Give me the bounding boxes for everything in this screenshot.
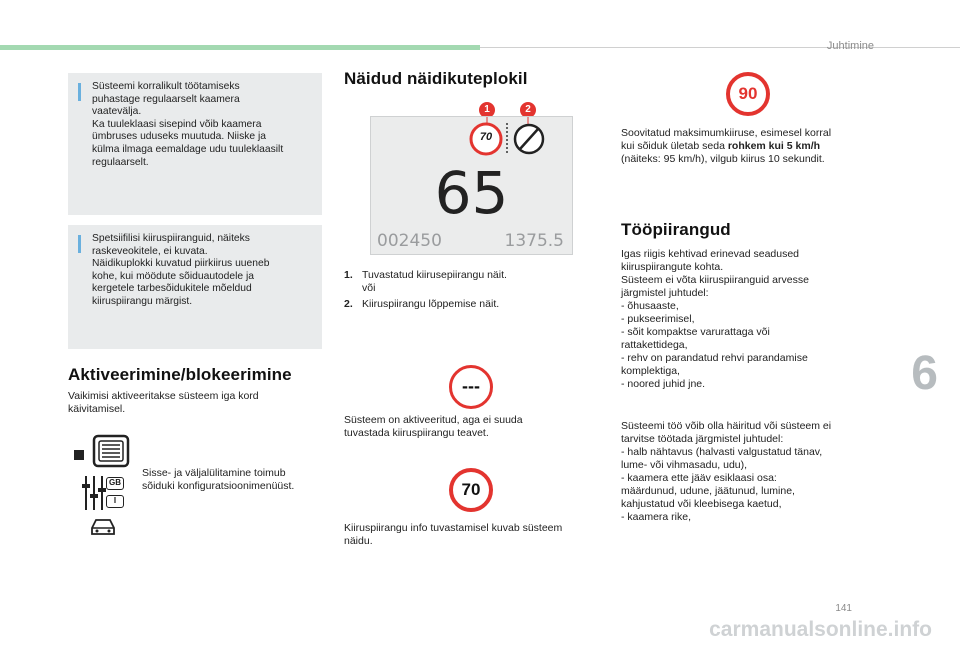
info-note-camera (68, 73, 322, 215)
info-icon (78, 83, 81, 101)
language-badge-i: I (106, 495, 124, 508)
car-icon (88, 516, 118, 543)
odometer: 002450 (377, 231, 442, 251)
page-number: 141 (835, 603, 852, 614)
limits-list-2 (621, 446, 881, 524)
section-label: Juhtimine (826, 40, 874, 52)
activation-intro: Vaikimisi aktiveeritakse süsteem iga kord käivitamisel. (68, 390, 259, 415)
limits-paragraph-2: Süsteemi töö võib olla häiritud või süsteem ei tarvitse töötada järgmistel juhtudel: (621, 420, 832, 445)
limiter-display-icon (72, 434, 134, 473)
list-item: - kaamera ette jääv esiklaasi osa: määrdunud, udune, jäätunud, lumine, kahjustatud või kleebisega kaetud, (621, 472, 795, 510)
recommend-text: Soovitatud maksimumkiiruse, esimesel korral kui sõiduk ületab seda rohkem kui 5 km/h (näiteks: 95 km/h), vilgub kiirus 10 sekundit. (621, 127, 832, 165)
no-info-sign: --- (449, 365, 493, 409)
limits-list-1 (621, 300, 871, 391)
speed-limit-sign: 70 (449, 468, 493, 512)
limit-text: Kiiruspiirangu info tuvastamisel kuvab süsteem näidu. (344, 522, 563, 547)
recommended-speed-sign: 90 (726, 72, 770, 116)
no-info-text: Süsteem on aktiveeritud, aga ei suuda tuvastada kiiruspiirangu teavet. (344, 414, 523, 439)
legend-item-2: 2. Kiiruspiirangu lõppemise näit. (344, 298, 500, 310)
note-text: Süsteemi korralikult töötamiseks puhastage regulaarselt kaamera vaatevälja. Ka tuuleklaasi sisepind võib kaamera ümbruses uduseks muutuda. Niiske ja külma ilmaga eemaldage udu tuuleklaasilt regulaarselt. (92, 81, 284, 168)
list-item: - rehv on parandatud rehvi parandamise komplektiga, (621, 352, 808, 377)
info-note-limits (68, 225, 322, 349)
callout-1: 1 (479, 102, 495, 118)
language-badge-gb: GB (106, 477, 124, 490)
display-title: Näidud näidikuteplokil (344, 69, 528, 88)
list-item: - õhusaaste, (621, 300, 679, 312)
current-speed: 65 (434, 159, 509, 227)
list-item: - sõit kompaktse varurattaga või rattakettidega, (621, 326, 770, 351)
trip-meter: 1375.5 (504, 231, 564, 251)
cluster-limit-sign-value: 70 (479, 131, 493, 143)
limits-title: Tööpiirangud (621, 220, 731, 239)
chapter-number: 6 (911, 347, 938, 400)
list-item: - pukseerimisel, (621, 313, 695, 325)
note-text: Spetsiifilisi kiiruspiiranguid, näiteks raskeveokitele, ei kuvata. Näidikuplokki kuvatud piirkiirus uueneb kohe, kui möödute sõiduautodele ja kergetele tarbesõidukitele mõeldud kiiruspiirangu märgist. (92, 233, 270, 307)
watermark: carmanualsonline.info (709, 618, 932, 641)
list-item: - kaamera rike, (621, 511, 692, 523)
header-rule (480, 47, 960, 48)
activation-title: Aktiveerimine/blokeerimine (68, 365, 292, 384)
list-item: - halb nähtavus (halvasti valgustatud tänav, lume- või vihmasadu, udu), (621, 446, 823, 471)
legend-item-1: 1. Tuvastatud kiirusepiirangu näit. või (344, 269, 507, 294)
toggle-text: Sisse- ja väljalülitamine toimub sõiduki konfiguratsioonimenüüst. (142, 467, 295, 492)
info-icon (78, 235, 81, 253)
callout-2: 2 (520, 102, 536, 118)
instrument-cluster (370, 116, 573, 255)
limits-paragraph-1: Igas riigis kehtivad erinevad seadused kiiruspiirangute kohta. Süsteem ei võta kiiruspiiranguid arvesse järgmistel juhtudel: (621, 248, 809, 299)
list-item: - noored juhid jne. (621, 378, 706, 390)
header-accent-bar (0, 45, 480, 50)
